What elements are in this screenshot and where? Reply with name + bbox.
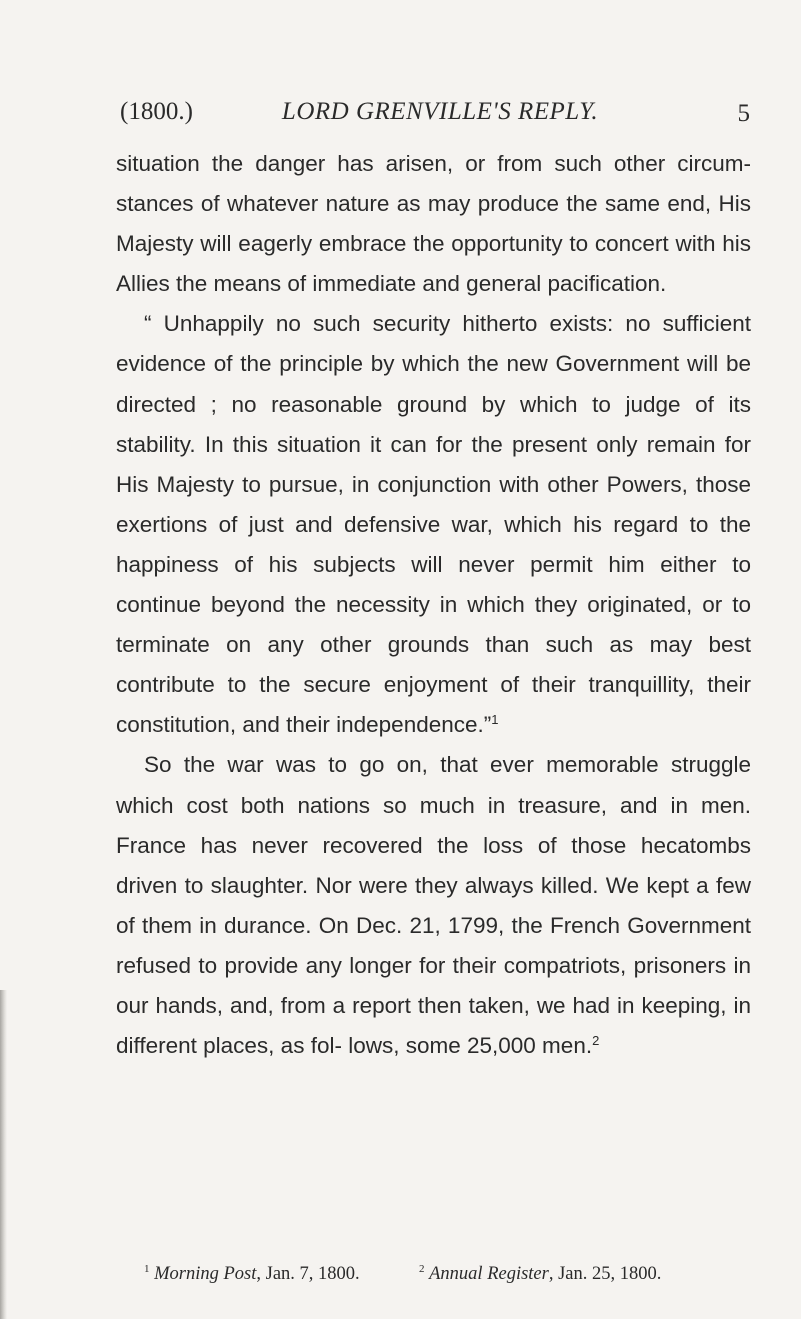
paragraph-text: situation the danger has arisen, or from such other circum- stances of whatever nature as may produce the same end, His Majesty will eagerly embrace the opportunity to concert with his Allies the means of immediate and general pacification. (116, 151, 751, 297)
body-text (116, 144, 751, 1066)
footnote-source: Annual Register (429, 1264, 549, 1284)
footnote-reference[interactable]: 2 (592, 1033, 600, 1049)
footnote-mark: 2 (419, 1263, 425, 1275)
page-number: 5 (737, 100, 750, 127)
paragraph-text: “ Unhappily no such security hitherto exists: no sufficient evidence of the principle by which the new Government will be directed ; no reasonable ground by which to judge of its stability. In this situation it can for the present only remain for His Majesty to pursue, in conjunction with other Powers, those exertions of just and defensive war, which his regard to the happiness of his subjects will never permit him either to continue beyond the necessity in which they originated, or to terminate on any other grounds than such as may best contribute to the secure enjoyment of their tranquillity, their constitution, and their independence.” (116, 311, 751, 738)
paragraph (116, 304, 751, 745)
paragraph (116, 144, 751, 304)
footnote-date: , Jan. 25, 1800. (548, 1264, 662, 1284)
running-title: LORD GRENVILLE'S REPLY. (281, 98, 599, 125)
paragraph (116, 745, 751, 1066)
footnote (419, 1264, 661, 1285)
footnotes (144, 1264, 754, 1285)
footnote-date: , Jan. 7, 1800. (256, 1264, 360, 1284)
footnote (144, 1264, 360, 1285)
running-header (120, 98, 750, 132)
header-year: (1800.) (120, 98, 193, 125)
footnote-source: Morning Post (154, 1264, 257, 1284)
footnote-mark: 1 (144, 1263, 150, 1275)
footnote-reference[interactable]: 1 (491, 712, 499, 728)
page-edge-shadow (0, 990, 7, 1319)
paragraph-text: So the war was to go on, that ever memorable struggle which cost both nations so much in treasure, and in men. France has never recovered the loss of those hecatombs driven to slaughter. Nor were they always killed. We kept a few of them in durance. On Dec. 21, 1799, the French Government refused to provide any longer for their compatriots, prisoners in our hands, and, from a report then taken, we had in keeping, in different places, as fol- lows, some 25,000 men. (116, 752, 751, 1059)
